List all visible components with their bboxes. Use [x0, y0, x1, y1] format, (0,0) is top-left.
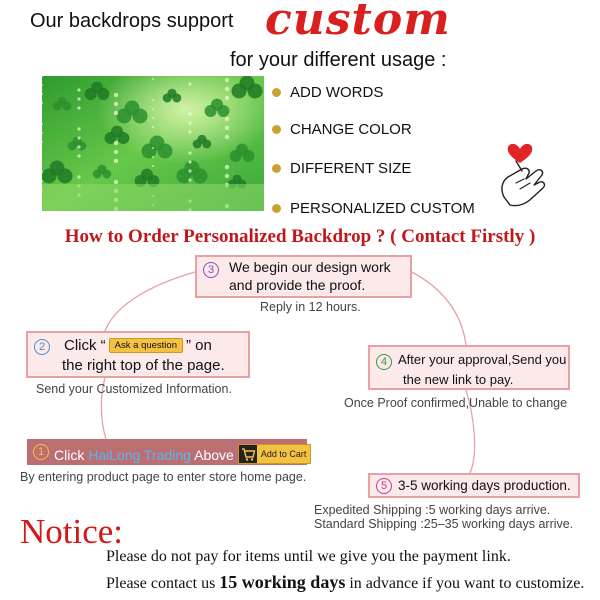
step-4-payment-link: 4 After your approval,Send you the new link to pay. [368, 345, 570, 390]
step-3-caption: Reply in 12 hours. [260, 300, 361, 314]
store-name-link[interactable]: HaiLong Trading [88, 447, 191, 463]
ask-a-question-button[interactable]: Ask a question [109, 338, 183, 353]
shopping-cart-icon [239, 445, 257, 463]
step-number-3: 3 [203, 262, 219, 278]
step-number-2: 2 [34, 339, 50, 355]
step-2-ask-question: 2 Click “ Ask a question ” on the right top of the page. [26, 331, 250, 378]
notice-line-2: Please contact us 15 working days in advance if you want to customize. [106, 572, 585, 592]
order-headline: How to Order Personalized Backdrop ? ( Contact Firstly ) [64, 226, 536, 247]
step-1-visit-store: 1 Click HaiLong Trading Above Add to Cart [27, 439, 307, 465]
header-line-1: Our backdrops support [30, 10, 234, 32]
step-4-caption: Once Proof confirmed,Unable to change [344, 396, 568, 410]
step-number-1: 1 [33, 444, 49, 460]
notice-line-1: Please do not pay for items until we give you the payment link. [106, 548, 511, 565]
step-5-production: 5 3-5 working days production. [368, 473, 580, 498]
step-2-caption: Send your Customized Information. [36, 382, 232, 396]
step-3-design-proof: 3 We begin our design work and provide the proof. [195, 255, 412, 298]
step-number-4: 4 [376, 354, 392, 370]
add-to-cart-button[interactable]: Add to Cart [238, 444, 312, 464]
step-1-caption: By entering product page to enter store home page. [20, 470, 307, 484]
header-line-2: for your different usage : [230, 49, 447, 71]
step-5-caption-standard: Standard Shipping :25–35 working days arrive. [314, 517, 574, 531]
header-custom-word: custom [265, 0, 451, 45]
step-number-5: 5 [376, 478, 392, 494]
step-5-caption-expedited: Expedited Shipping :5 working days arrive. [314, 503, 551, 517]
notice-title: Notice: [20, 512, 124, 551]
